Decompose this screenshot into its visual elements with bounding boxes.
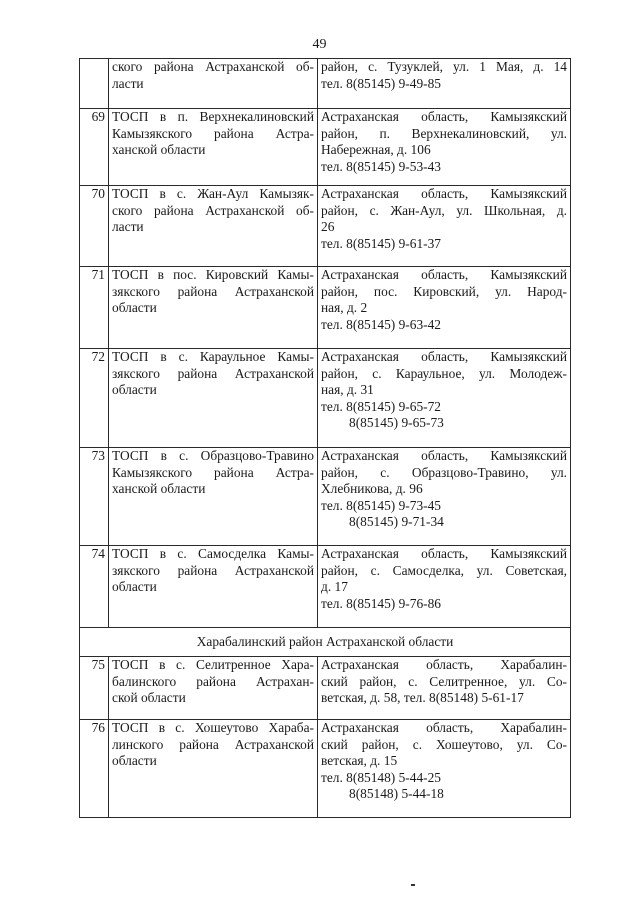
- address-line: Астраханская область, Харабалин-: [321, 657, 567, 672]
- office-name-line: зякского района Астраханской: [112, 562, 314, 578]
- table-row: [80, 720, 571, 818]
- row-number: 71: [80, 267, 109, 349]
- row-number: 76: [80, 720, 109, 818]
- address-line: ветская, д. 15: [321, 753, 398, 768]
- row-number: 73: [80, 448, 109, 546]
- office-address: [318, 546, 571, 628]
- address-line: Хлебникова, д. 96: [321, 481, 423, 496]
- registry-table: [79, 58, 571, 818]
- address-line: район, с. Самосделка, ул. Советская,: [321, 562, 567, 578]
- table-row: [80, 59, 571, 109]
- office-address: [318, 657, 571, 720]
- page-number: 49: [312, 37, 327, 52]
- table-row: [80, 349, 571, 448]
- office-name-line: ТОСП в с. Караульное Камы-: [112, 349, 314, 364]
- office-name: [109, 448, 318, 546]
- table-row: [80, 448, 571, 546]
- phone-line: 8(85148) 5-44-18: [349, 786, 444, 801]
- office-name-line: области: [112, 300, 157, 315]
- office-name-line: балинского района Астрахан-: [112, 673, 314, 689]
- phone-line: тел. 8(85145) 9-61-37: [321, 235, 442, 251]
- address-line: д. 17: [321, 579, 348, 594]
- office-name-line: ТОСП в с. Образцово-Травино: [112, 448, 314, 463]
- address-line: район, пос. Кировский, ул. Народ-: [321, 283, 567, 299]
- phone-line: 8(85145) 9-71-34: [349, 514, 444, 529]
- row-number: 75: [80, 657, 109, 720]
- office-address: [318, 186, 571, 267]
- address-line: Астраханская область, Камызякский: [321, 546, 567, 561]
- address-line: ветская, д. 58, тел. 8(85148) 5-61-17: [321, 690, 524, 705]
- office-name-line: ТОСП в пос. Кировский Камы-: [112, 267, 314, 282]
- address-line: ная, д. 31: [321, 382, 374, 397]
- office-name: [109, 109, 318, 186]
- office-name-line: области: [112, 579, 157, 594]
- address-line: ский район, с. Селитренное, ул. Со-: [321, 673, 567, 689]
- address-line: Астраханская область, Харабалин-: [321, 720, 567, 735]
- row-number: 70: [80, 186, 109, 267]
- address-line: Астраханская область, Камызякский: [321, 267, 567, 282]
- office-name-line: ханской области: [112, 481, 206, 496]
- address-line: ский район, с. Хошеутово, ул. Со-: [321, 736, 567, 752]
- office-address: [318, 267, 571, 349]
- address-line: Астраханская область, Камызякский: [321, 186, 567, 201]
- address-line: район, с. Образцово-Травино, ул.: [321, 464, 567, 480]
- row-number: 74: [80, 546, 109, 628]
- table-row: [80, 267, 571, 349]
- office-name-line: области: [112, 382, 157, 397]
- address-line: район, п. Верхнекалиновский, ул.: [321, 125, 567, 141]
- address-line: Набережная, д. 106: [321, 142, 431, 157]
- phone-line: тел. 8(85145) 9-65-72: [321, 398, 442, 414]
- phone-line: тел. 8(85145) 9-49-85: [321, 75, 442, 91]
- row-number: [80, 59, 109, 109]
- office-name-line: ТОСП в с. Самосделка Камы-: [112, 546, 314, 561]
- office-name-line: линского района Астраханской: [112, 736, 314, 752]
- row-number: 72: [80, 349, 109, 448]
- phone-line: тел. 8(85148) 5-44-25: [321, 769, 442, 785]
- office-name-line: Камызякского района Астра-: [112, 464, 314, 480]
- address-line: ная, д. 2: [321, 300, 368, 315]
- office-name-line: ТОСП в с. Жан-Аул Камызяк-: [112, 186, 314, 201]
- office-name-line: ТОСП в п. Верхнекалиновский: [112, 109, 314, 124]
- office-name-line: Камызякского района Астра-: [112, 125, 314, 141]
- office-name: [109, 267, 318, 349]
- office-name-line: ханской области: [112, 142, 206, 157]
- phone-line: тел. 8(85145) 9-76-86: [321, 595, 442, 611]
- address-line: район, с. Жан-Аул, ул. Школьная, д.: [321, 202, 567, 218]
- office-name: [109, 720, 318, 818]
- phone-line: тел. 8(85145) 9-53-43: [321, 158, 442, 174]
- address-line: Астраханская область, Камызякский: [321, 349, 567, 364]
- phone-line: тел. 8(85145) 9-63-42: [321, 316, 442, 332]
- table-row: [80, 657, 571, 720]
- office-name: [109, 186, 318, 267]
- office-name-line: ского района Астраханской об-: [112, 59, 314, 74]
- office-name: [109, 546, 318, 628]
- address-line: Астраханская область, Камызякский: [321, 109, 567, 124]
- office-address: [318, 109, 571, 186]
- office-address: [318, 448, 571, 546]
- address-line: район, с. Тузуклей, ул. 1 Мая, д. 14: [321, 59, 567, 74]
- office-name-line: ласти: [112, 219, 144, 234]
- office-address: [318, 349, 571, 448]
- office-name-line: ласти: [112, 75, 144, 91]
- office-address: [318, 59, 571, 109]
- office-name: [109, 59, 318, 109]
- office-name-line: области: [112, 753, 157, 768]
- phone-line: тел. 8(85145) 9-73-45: [321, 497, 442, 513]
- table-row: [80, 109, 571, 186]
- office-name: [109, 349, 318, 448]
- row-number: 69: [80, 109, 109, 186]
- office-name: [109, 657, 318, 720]
- office-name-line: ТОСП в с. Селитренное Хара-: [112, 657, 314, 672]
- address-line: Астраханская область, Камызякский: [321, 448, 567, 463]
- office-name-line: ТОСП в с. Хошеутово Хараба-: [112, 720, 314, 735]
- office-name-line: ского района Астраханской об-: [112, 202, 314, 218]
- phone-line: 8(85145) 9-65-73: [349, 415, 444, 430]
- office-name-line: ской области: [112, 690, 186, 705]
- table-row: [80, 546, 571, 628]
- address-line: 26: [321, 219, 335, 234]
- table-row: [80, 186, 571, 267]
- address-line: район, с. Караульное, ул. Молодеж-: [321, 365, 567, 381]
- scan-mark: [411, 884, 415, 886]
- district-heading: Харабалинский район Астраханской области: [80, 628, 571, 657]
- office-address: [318, 720, 571, 818]
- office-name-line: зякского района Астраханской: [112, 283, 314, 299]
- district-row: [80, 628, 571, 657]
- office-name-line: зякского района Астраханской: [112, 365, 314, 381]
